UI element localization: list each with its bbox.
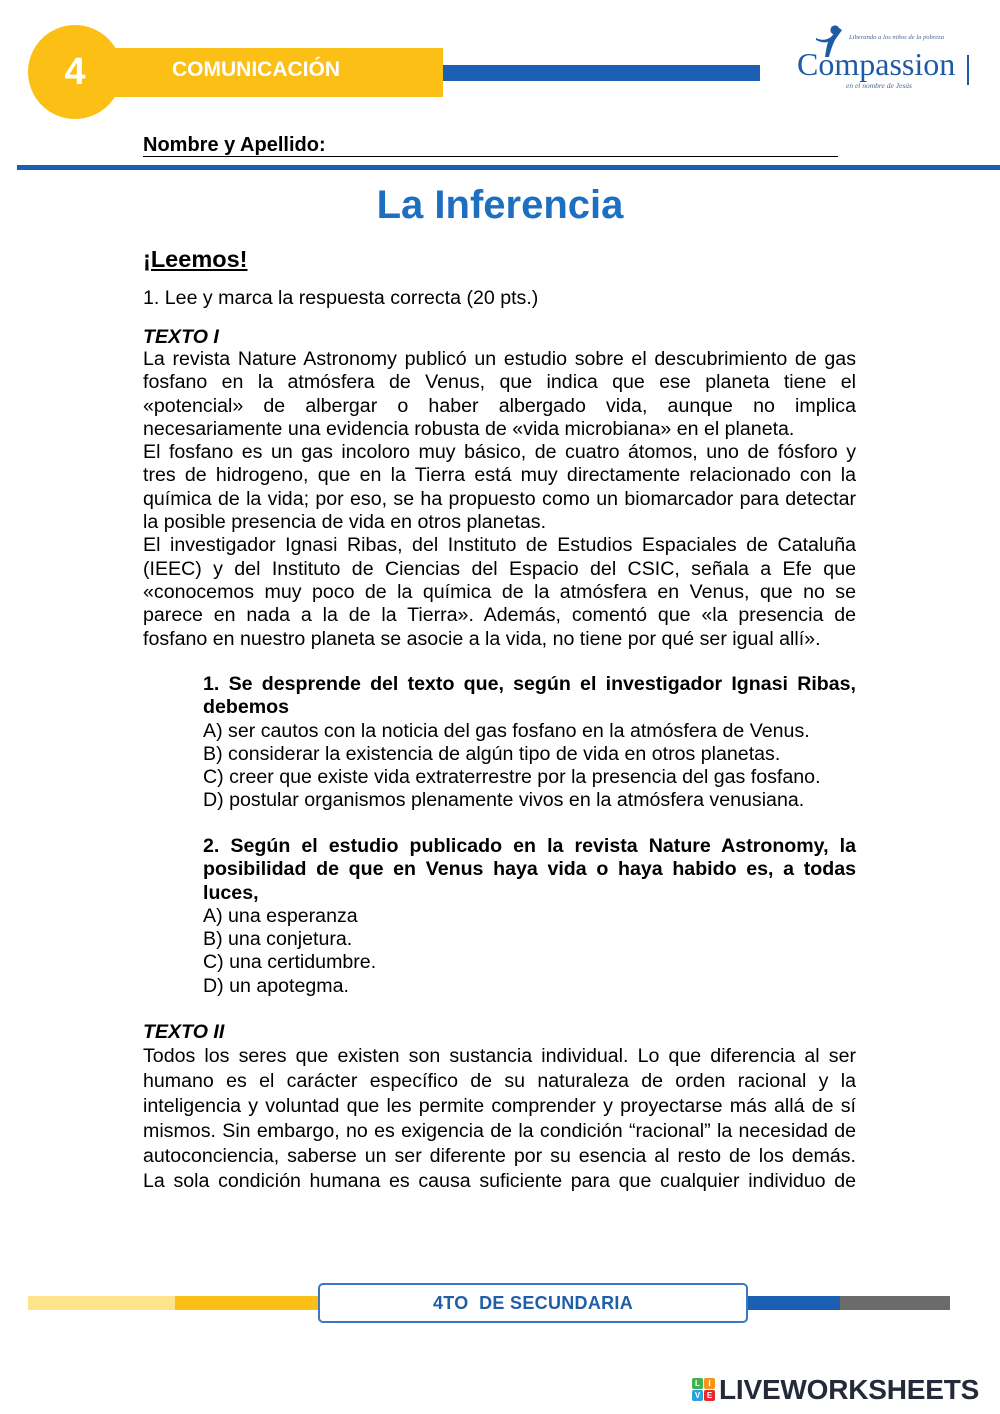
texto-2-line: autoconciencia, saberse un ser diferente por su esencia al resto de los demás.: [143, 1145, 856, 1167]
logo-name: Compassion: [797, 46, 956, 82]
question-2: [203, 835, 856, 998]
texto-1-heading: TEXTO I: [143, 326, 219, 348]
texto-1-line: El investigador Ignasi Ribas, del Instituto de Estudios Espaciales de Cataluña: [143, 534, 856, 557]
texto-1-body: [143, 348, 856, 651]
question-2-option-a[interactable]: A) una esperanza: [203, 904, 358, 927]
logo-divider: [967, 55, 969, 85]
liveworksheets-brand: LIVEWORKSHEETS: [719, 1374, 980, 1405]
question-1-option-c[interactable]: C) creer que existe vida extraterrestre por la presencia del gas fosfano.: [203, 766, 821, 789]
texto-1-line: «conocemos muy poco de la química de la atmósfera en Venus, que no se: [143, 580, 856, 603]
texto-1-line: «potencial» de albergar o haber albergado vida, aunque no implica: [143, 394, 856, 417]
question-2-option-c[interactable]: C) una certidumbre.: [203, 951, 377, 974]
logo-letter-tile: E: [704, 1390, 715, 1401]
footer-stripe-yellow: [175, 1296, 318, 1310]
footer-stripe-blue: [748, 1296, 840, 1310]
texto-2-line: La sola condición humana es causa suficiente para que cualquier individuo de: [143, 1170, 856, 1192]
texto-1-line: La revista Nature Astronomy publicó un estudio sobre el descubrimiento de gas: [143, 348, 856, 370]
question-1-option-b[interactable]: B) considerar la existencia de algún tipo de vida en otros planetas.: [203, 742, 781, 765]
unit-number-badge: [28, 25, 122, 119]
logo-letter-tile: L: [692, 1378, 703, 1389]
question-2-option-b[interactable]: B) una conjetura.: [203, 928, 353, 951]
footer-stripe-gray: [840, 1296, 950, 1310]
question-1-option-d[interactable]: D) postular organismos plenamente vivos en la atmósfera venusiana.: [203, 789, 805, 812]
logo-letter-tile: V: [692, 1390, 703, 1401]
header-divider-rule: [17, 165, 1000, 170]
logo-letter-tile: I: [704, 1378, 715, 1389]
instruction: 1. Lee y marca la respuesta correcta (20 pts.): [143, 287, 539, 309]
logo-subtitle: en el nombre de Jesús: [846, 81, 912, 90]
student-name-label: Nombre y Apellido:: [143, 134, 326, 156]
texto-1-line: fosfano en la atmósfera de Venus, que indica que ese planeta tiene el: [143, 371, 856, 394]
question-1-option-a[interactable]: A) ser cautos con la noticia del gas fosfano en la atmósfera de Venus.: [203, 719, 810, 742]
texto-1-line: la posible presencia de vida en otros planetas.: [143, 511, 547, 534]
texto-1-line: tres de hidrogeno, que en la Tierra está muy directamente relacionado con la: [143, 464, 856, 487]
texto-2-line: Todos los seres que existen son sustancia individual. Lo que diferencia al ser: [143, 1045, 856, 1067]
question-2-stem-line: luces,: [203, 881, 259, 904]
subject-title: COMUNICACIÓN: [172, 58, 340, 81]
liveworksheets-logo-icon: [692, 1378, 715, 1401]
question-1-stem-line: 1. Se desprende del texto que, según el investigador Ignasi Ribas,: [203, 673, 856, 695]
footer-grade-label: 4TO DE SECUNDARIA: [432, 1293, 634, 1313]
texto-1-line: El fosfano es un gas incoloro muy básico, de cuatro átomos, uno de fósforo y: [143, 441, 856, 464]
unit-number: 4: [64, 51, 86, 93]
texto-1-line: parece en nada a la de la Tierra». Además, comentó que «la presencia de: [143, 604, 856, 627]
texto-2-body: [143, 1044, 856, 1194]
question-2-option-d[interactable]: D) un apotegma.: [203, 974, 349, 997]
question-2-stem-line: 2. Según el estudio publicado en la revista Nature Astronomy, la: [203, 835, 856, 857]
texto-2-line: humano es el carácter específico de su naturaleza de orden racional y la: [143, 1070, 856, 1092]
section-heading: ¡Leemos!: [143, 246, 248, 272]
logo-tagline: Liberando a los niños de la pobreza: [849, 34, 945, 41]
texto-2-heading: TEXTO II: [143, 1021, 225, 1043]
page-title: La Inferencia: [376, 183, 624, 227]
footer-stripe-light-yellow: [28, 1296, 175, 1310]
student-name-row: [143, 134, 838, 157]
texto-1-line: necesariamente una evidencia robusta de «vida microbiana» en el planeta.: [143, 417, 795, 440]
texto-1-line: (IEEC) y del Instituto de Ciencias del Espacio del CSIC, señala a Efe que: [143, 557, 856, 580]
question-1: [203, 673, 856, 813]
texto-1-line: fosfano en nuestro planeta se asocie a la vida, no tiene por qué ser igual allí».: [143, 627, 821, 650]
texto-1-line: química de la vida; por eso, se ha propuesto como un biomarcador para detectar: [143, 487, 856, 510]
texto-2-line: mismos. Sin embargo, no es exigencia de la condición “racional” la necesidad de: [143, 1120, 856, 1142]
question-1-stem-line: debemos: [203, 696, 290, 719]
question-2-stem-line: posibilidad de que en Venus haya vida o haya habido es, a todas: [203, 858, 856, 881]
texto-2-line: inteligencia y voluntad que les permite comprender y proyectarse más allá de sí: [143, 1095, 856, 1117]
footer-grade-box: [318, 1283, 748, 1323]
student-name-input-line[interactable]: [326, 135, 838, 157]
header-blue-bar: [443, 65, 760, 81]
